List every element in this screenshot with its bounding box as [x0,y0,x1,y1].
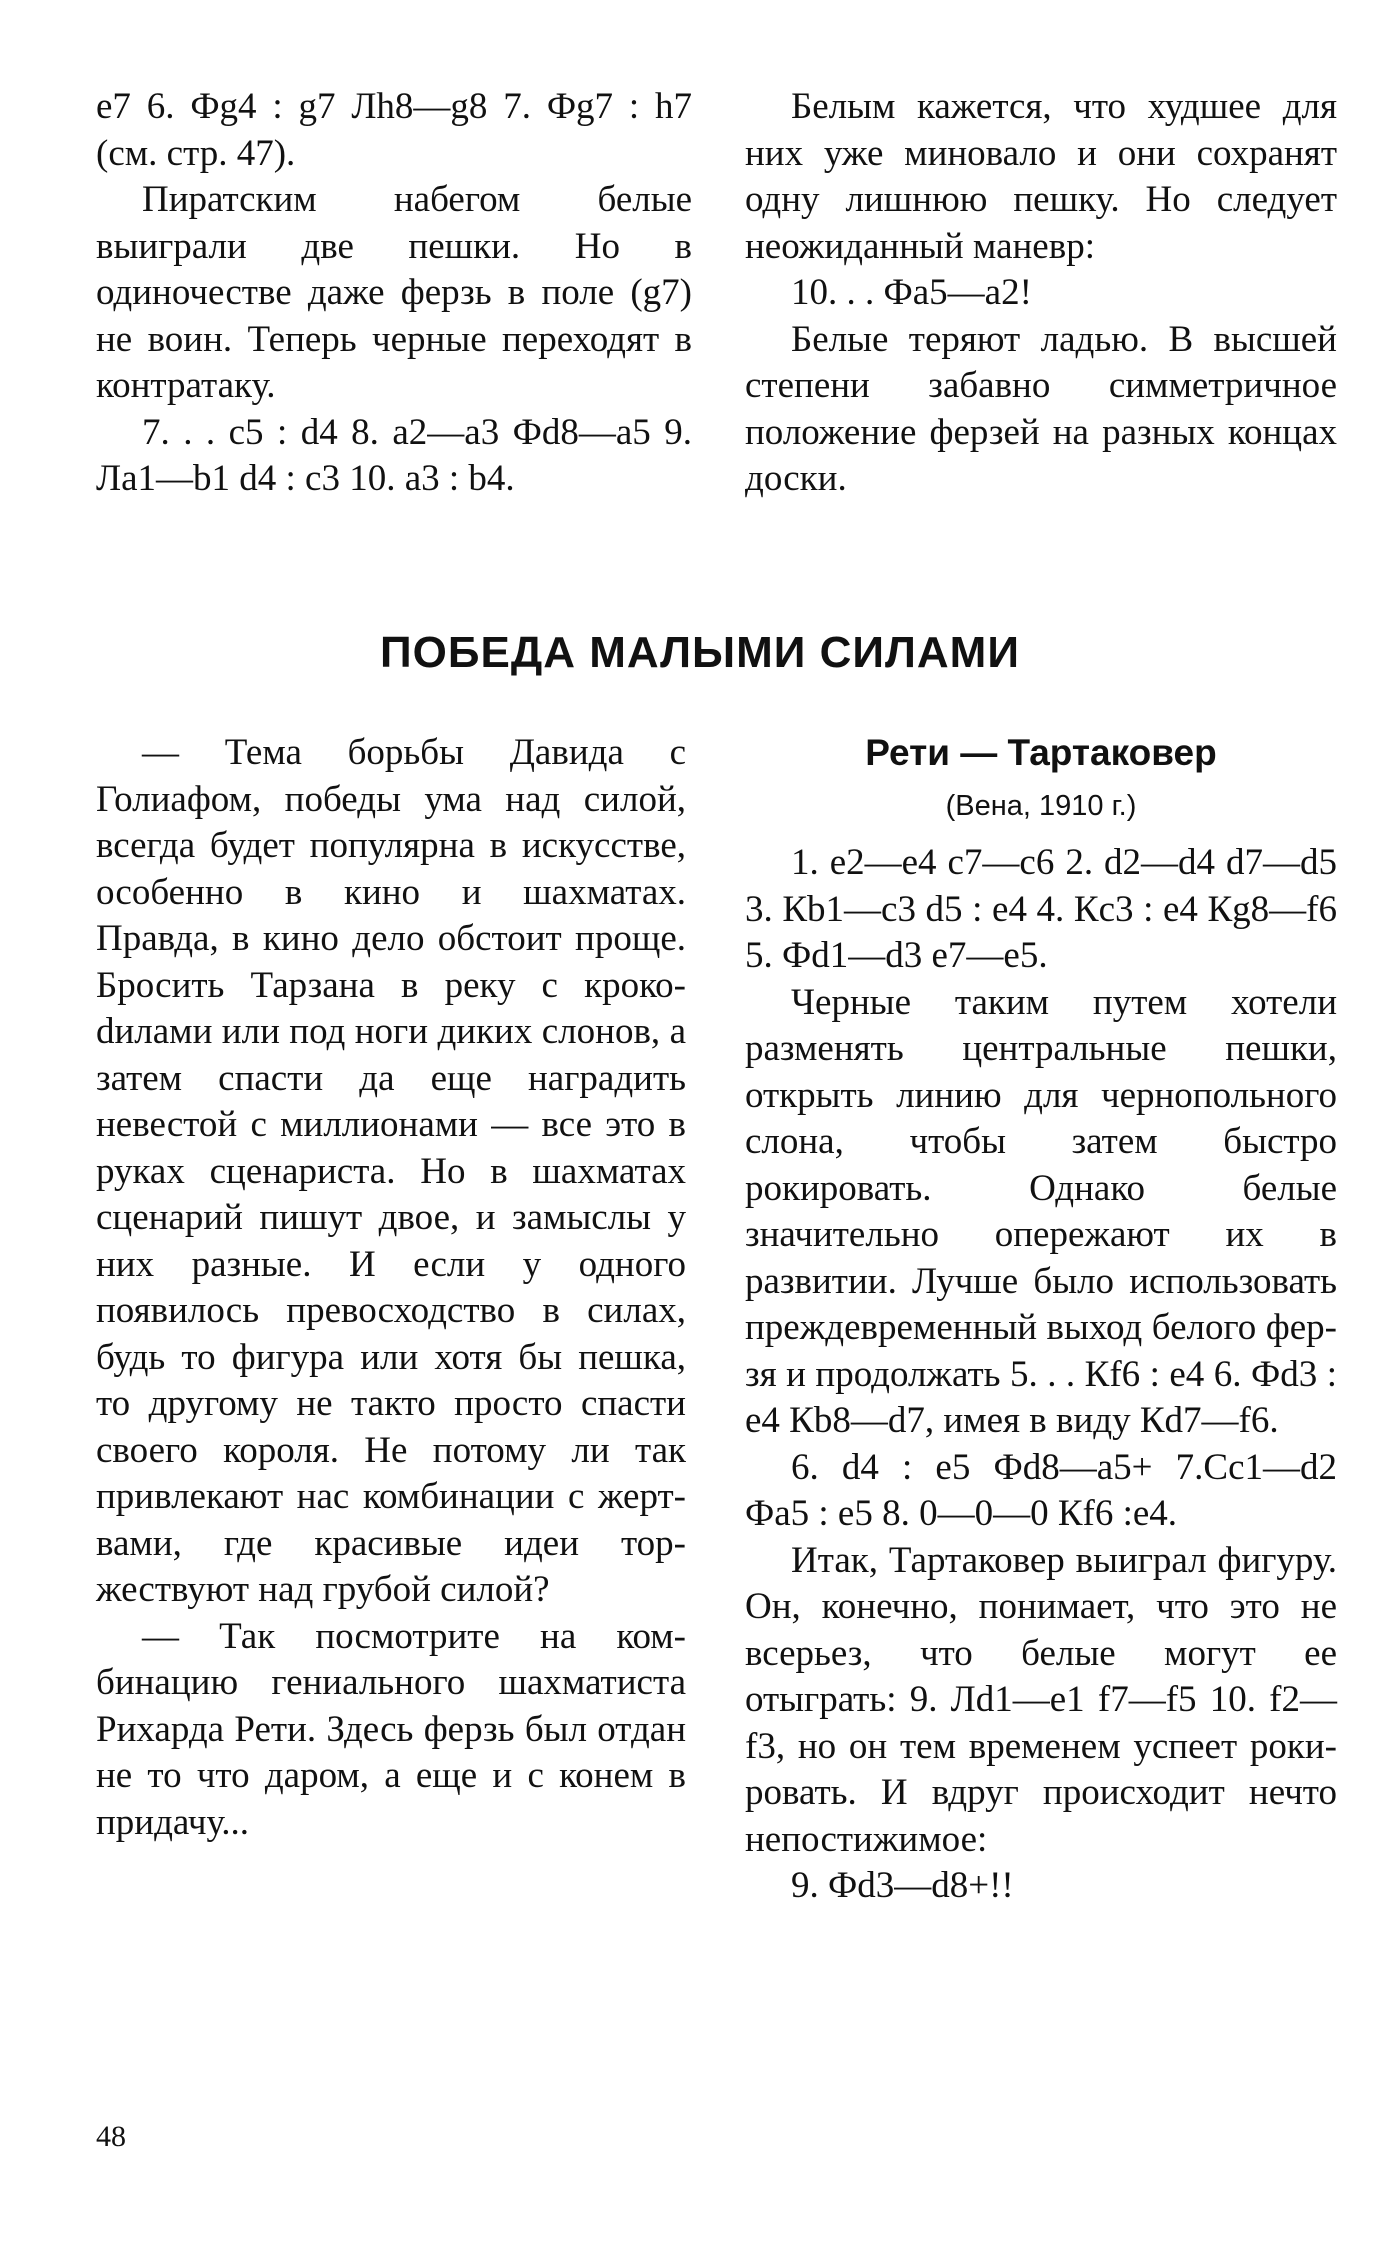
bottom-left-column [96,730,686,1846]
top-left-column [96,84,692,503]
paragraph: 1. e2—e4 c7—c6 2. d2—d4 d7—d5 3. Кb1—c3 d5 : e4 4. Кc3 : e4 Кg8—f6 5. Фd1—d3 e7—e5. [745,842,1337,976]
chapter-title: ПОБЕДА МАЛЫМИ СИЛАМИ [380,628,1020,677]
paragraph: Итак, Тартаковер выиграл фигуру. Он, конечно, понимает, что это не всерьез, что белые могут ее отыграть: 9. Лd1—e1 f7—f5 10. f2—f3, но он тем временем успеет рокировать. И вдруг происходит нечто непостижимое: [745,1539,1337,1860]
paragraph: — Тема борьбы Давида с Голиафом, победы ума над силой, всегда будет популярна в искусстве, особенно в кино и шахматах. Правда, в кино дело обстоит проще. Бросить Тарзана в реку с крокоdилами или под ноги диких слонов, а затем спасти да еще наградить невестой с миллионами — все это в руках сценариста. Но в шахматах сценарий пишут двое, и замыслы у них разные. И если у одного появилось превосходство в силах, будь то фигура или хотя бы пешка, то другому не такто просто спасти своего короля. Не потому ли так привлекают нас комбинации с жертвами, где красивые идеи торжествуют над грубой силой? [96,732,686,1610]
paragraph: Пиратским набегом белые выиграли две пешки. Но в одиночестве даже ферзь в поле (g7) не воин. Теперь черные переходят в контратаку. [96,179,692,406]
paragraph: Черные таким путем хотели разменять центральные пешки, открыть линию для чернопольного слона, чтобы затем быстро рокировать. Однако белые значительно опережают их в развитии. Лучше было использовать преждевременный выход белого ферзя и продолжать 5. . . Кf6 : e4 6. Фd3 : e4 Кb8—d7, имея в виду Кd7—f6. [745,981,1337,1441]
paragraph: e7 6. Фg4 : g7 Лh8—g8 7. Фg7 : h7 (см. стр. 47). [96,86,692,174]
top-right-column [745,84,1337,503]
paragraph: Белым кажется, что худшее для них уже миновало и они сохранят одну лишнюю пешку. Но следует неожиданный маневр: [745,86,1337,267]
page-number: 48 [96,2120,126,2153]
paragraph: 9. Фd3—d8+!! [791,1865,1014,1906]
paragraph: Белые теряют ладью. В высшей степени забавно симметричное положение ферзей на разных концах доски. [745,318,1337,499]
paragraph: 10. . . Фa5—a2! [791,272,1032,313]
paragraph: 7. . . c5 : d4 8. a2—a3 Фd8—a5 9. Лa1—b1 d4 : c3 10. a3 : b4. [96,411,692,499]
game-place: (Вена, 1910 г.) [945,790,1137,822]
paragraph: — Так посмотрите на комбинацию гениального шахматиста Рихарда Рети. Здесь ферзь был отдан не то что даром, а еще и с конем в придачу... [96,1615,686,1843]
paragraph: 6. d4 : e5 Фd8—a5+ 7.Сc1—d2 Фa5 : e5 8. 0—0—0 Кf6 :e4. [745,1446,1337,1534]
bottom-right-column [745,730,1337,1910]
game-title: Рети — Тартаковер [865,732,1217,773]
